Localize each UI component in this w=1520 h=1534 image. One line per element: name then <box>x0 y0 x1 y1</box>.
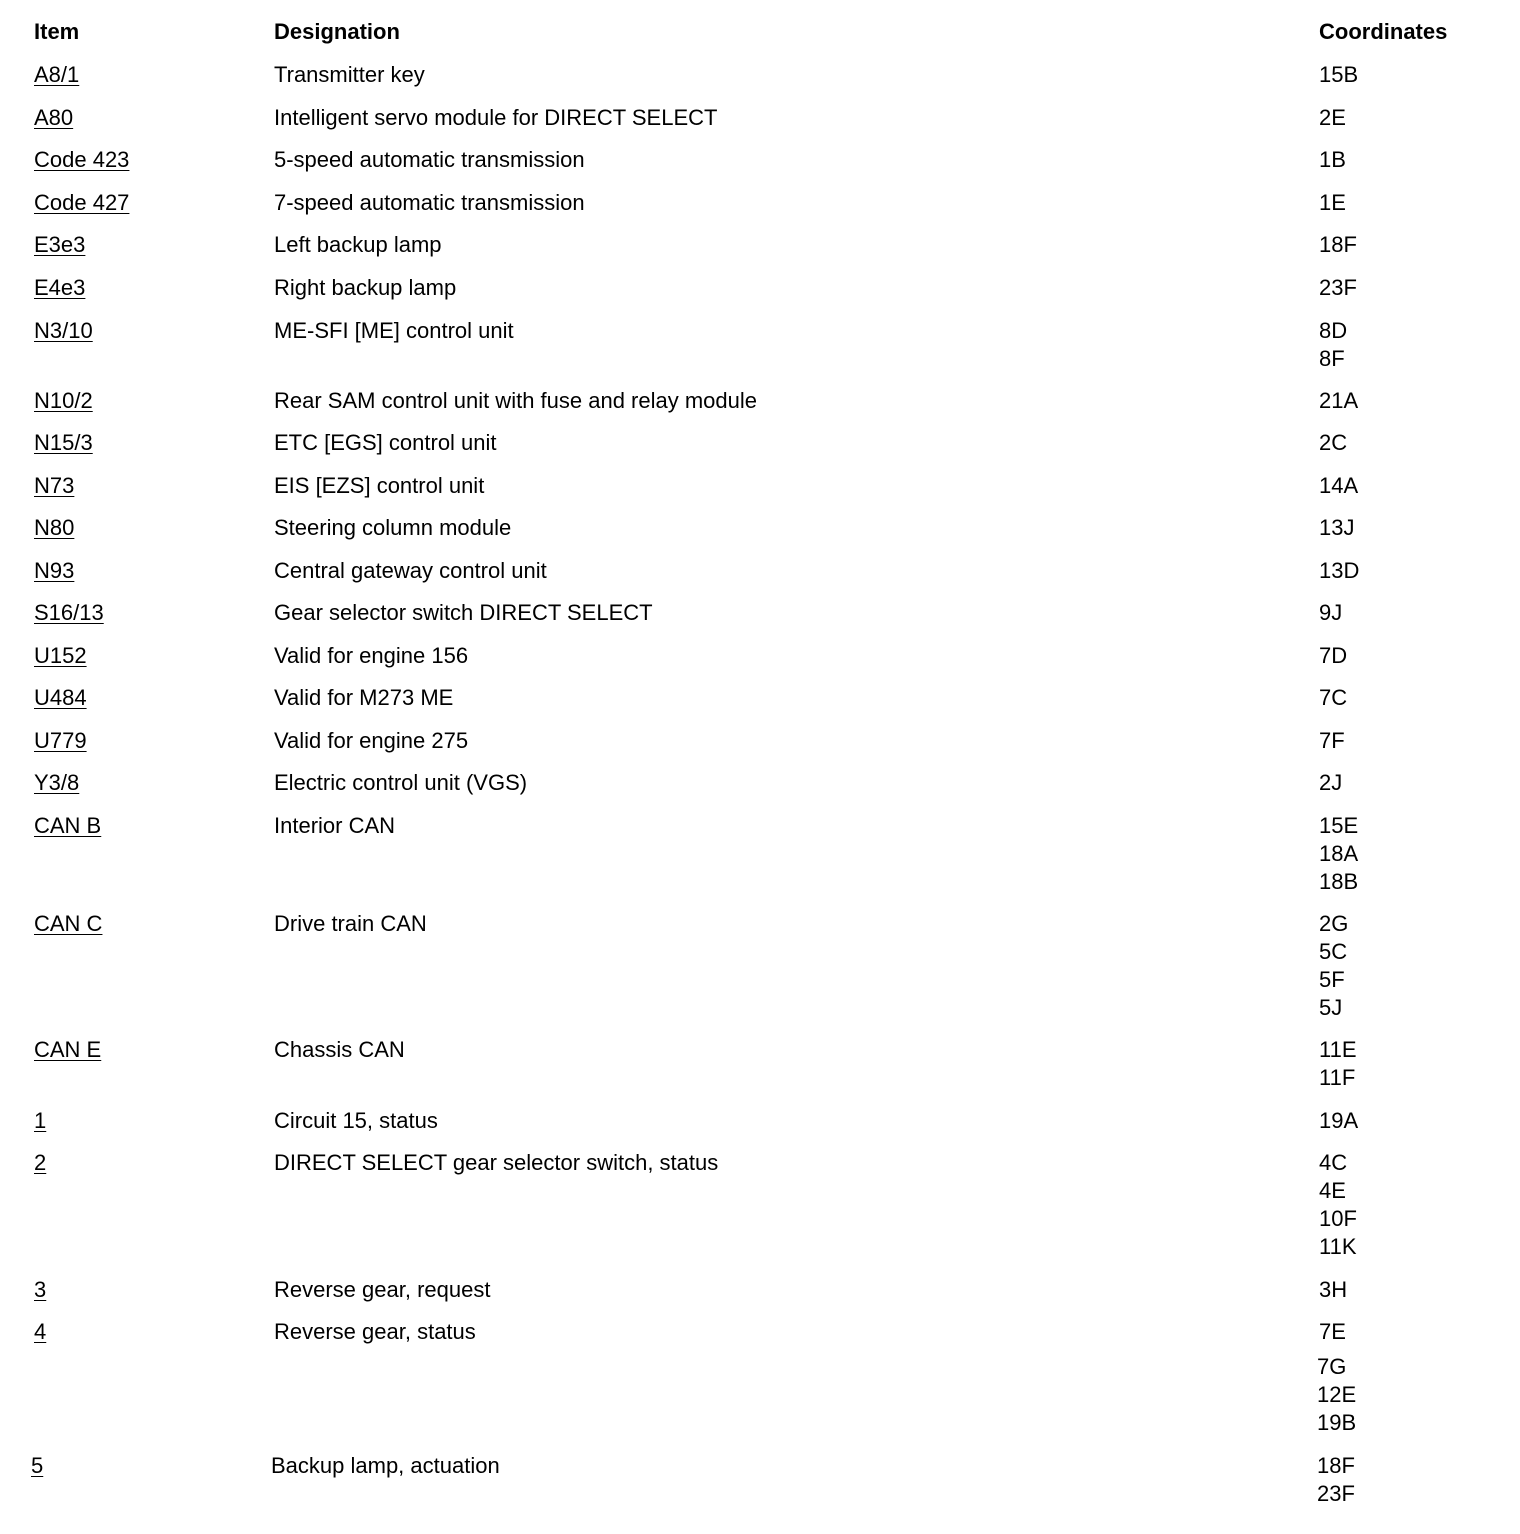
coordinates-list <box>1319 557 1359 585</box>
coordinate-value: 18F <box>1317 1453 1355 1478</box>
coordinate-value: 15E <box>1319 813 1359 838</box>
item-link[interactable]: 3 <box>34 1277 47 1302</box>
coordinate-value: 7G <box>1317 1354 1347 1379</box>
coordinate-value: 7C <box>1319 685 1348 710</box>
designation-text: Valid for engine 275 <box>274 728 469 753</box>
item-link[interactable]: N15/3 <box>34 430 93 455</box>
coordinate-value: 13J <box>1319 515 1355 540</box>
designation-text: ETC [EGS] control unit <box>274 430 497 455</box>
item-link[interactable]: 4 <box>34 1319 47 1344</box>
item-link[interactable]: Code 427 <box>34 190 130 215</box>
header-item: Item <box>34 19 80 44</box>
coordinate-value: 2G <box>1319 911 1349 936</box>
coordinate-value: 14A <box>1319 473 1359 498</box>
designation-text: Interior CAN <box>274 813 396 838</box>
designation-text: Valid for engine 156 <box>274 643 469 668</box>
coordinate-value: 9J <box>1319 600 1343 625</box>
designation-text: Reverse gear, request <box>274 1277 491 1302</box>
item-link[interactable]: E3e3 <box>34 232 86 257</box>
coordinate-value: 3H <box>1319 1277 1348 1302</box>
coordinates-list <box>1319 1107 1358 1135</box>
coordinate-value: 1B <box>1319 147 1346 172</box>
designation-text: Gear selector switch DIRECT SELECT <box>274 600 653 625</box>
coordinate-value: 4E <box>1319 1178 1346 1203</box>
coordinate-value: 7D <box>1319 643 1348 668</box>
designation-text: Right backup lamp <box>274 275 457 300</box>
coordinate-value: 5F <box>1319 967 1345 992</box>
coordinate-value: 19A <box>1319 1108 1359 1133</box>
designation-text: Transmitter key <box>274 62 425 87</box>
coordinate-value: 7E <box>1319 1319 1346 1344</box>
coordinate-value: 12E <box>1317 1382 1357 1407</box>
designation-text: Drive train CAN <box>274 911 427 936</box>
item-link[interactable]: A8/1 <box>34 62 80 87</box>
coordinates-list <box>1319 429 1347 457</box>
coordinate-value: 13D <box>1319 558 1360 583</box>
item-link[interactable]: 1 <box>34 1108 47 1133</box>
coordinates-list <box>1319 684 1347 712</box>
coordinate-value: 5J <box>1319 995 1343 1020</box>
coordinate-value: 18A <box>1319 841 1359 866</box>
coordinate-value: 11K <box>1319 1234 1357 1259</box>
designation-text: 7-speed automatic transmission <box>274 190 585 215</box>
coordinates-list <box>1319 642 1347 670</box>
coordinate-value: 7F <box>1319 728 1345 753</box>
designation-text: Left backup lamp <box>274 232 442 257</box>
coordinates-list <box>1319 317 1347 373</box>
coordinates-list <box>1319 104 1346 132</box>
designation-text: Backup lamp, actuation <box>271 1453 500 1478</box>
coordinate-value: 15B <box>1319 62 1359 87</box>
designation-text: Valid for M273 ME <box>274 685 454 710</box>
coordinate-value: 11E <box>1319 1037 1357 1062</box>
coordinates-list <box>1319 727 1345 755</box>
coordinates-list <box>1319 1149 1357 1261</box>
coordinates-list <box>1319 514 1354 542</box>
designation-text: Intelligent servo module for DIRECT SELECT <box>274 105 718 130</box>
designation-text: EIS [EZS] control unit <box>274 473 485 498</box>
coordinate-value: 21A <box>1319 388 1359 413</box>
coordinate-value: 23F <box>1319 275 1357 300</box>
coordinate-value: 19B <box>1317 1410 1357 1435</box>
item-link[interactable]: A80 <box>34 105 74 130</box>
coordinate-value: 1E <box>1319 190 1346 215</box>
designation-text: DIRECT SELECT gear selector switch, status <box>274 1150 719 1175</box>
coordinate-value: 2E <box>1319 105 1346 130</box>
coordinates-list <box>1319 769 1342 797</box>
coordinates-list <box>1319 812 1358 896</box>
coordinates-list <box>1319 61 1358 89</box>
designation-text: Central gateway control unit <box>274 558 547 583</box>
item-link[interactable]: U779 <box>34 728 87 753</box>
item-link[interactable]: E4e3 <box>34 275 86 300</box>
coordinate-value: 2C <box>1319 430 1348 455</box>
coordinates-list <box>1319 274 1357 302</box>
item-link[interactable]: U152 <box>34 643 87 668</box>
designation-text: Electric control unit (VGS) <box>274 770 528 795</box>
coordinates-list <box>1319 1276 1347 1304</box>
item-link[interactable]: N80 <box>34 515 75 540</box>
coordinate-value: 18B <box>1319 869 1359 894</box>
item-link[interactable]: Code 423 <box>34 147 130 172</box>
header-designation: Designation <box>274 19 400 44</box>
coordinates-list <box>1319 189 1346 217</box>
coordinate-value: 5C <box>1319 939 1348 964</box>
item-link[interactable]: 2 <box>34 1150 47 1175</box>
item-link[interactable]: CAN C <box>34 911 103 936</box>
item-link[interactable]: Y3/8 <box>34 770 80 795</box>
designation-text: 5-speed automatic transmission <box>274 147 585 172</box>
designation-text: Reverse gear, status <box>274 1319 476 1344</box>
coordinates-list <box>1319 387 1358 415</box>
designation-text: Chassis CAN <box>274 1037 405 1062</box>
coordinates-list <box>1319 472 1358 500</box>
item-link[interactable]: N93 <box>34 558 75 583</box>
designation-text: Circuit 15, status <box>274 1108 438 1133</box>
item-link[interactable]: S16/13 <box>34 600 104 625</box>
coordinate-value: 23F <box>1317 1481 1355 1506</box>
designation-text: Rear SAM control unit with fuse and relay module <box>274 388 758 413</box>
coordinate-value: 2J <box>1319 770 1343 795</box>
coordinate-value: 8F <box>1319 346 1345 371</box>
coordinate-value: 18F <box>1319 232 1357 257</box>
coordinate-value: 10F <box>1319 1206 1357 1231</box>
item-link[interactable]: N3/10 <box>34 318 93 343</box>
coordinate-value: 8D <box>1319 318 1348 343</box>
coordinates-list <box>1319 910 1348 1022</box>
designation-text: ME-SFI [ME] control unit <box>274 318 514 343</box>
item-link[interactable]: N10/2 <box>34 388 93 413</box>
coordinate-value: 11F <box>1319 1065 1356 1090</box>
coordinate-value: 4C <box>1319 1150 1348 1175</box>
item-link[interactable]: CAN B <box>34 813 102 838</box>
item-link[interactable]: N73 <box>34 473 75 498</box>
coordinates-list <box>1319 146 1346 174</box>
coordinates-list <box>1317 1452 1355 1508</box>
item-link[interactable]: 5 <box>31 1453 44 1478</box>
coordinates-list <box>1319 1036 1357 1092</box>
item-link[interactable]: CAN E <box>34 1037 102 1062</box>
coordinates-list <box>1319 231 1357 259</box>
header-coordinates: Coordinates <box>1319 19 1448 44</box>
item-link[interactable]: U484 <box>34 685 87 710</box>
coordinates-list <box>1319 599 1342 627</box>
designation-text: Steering column module <box>274 515 512 540</box>
